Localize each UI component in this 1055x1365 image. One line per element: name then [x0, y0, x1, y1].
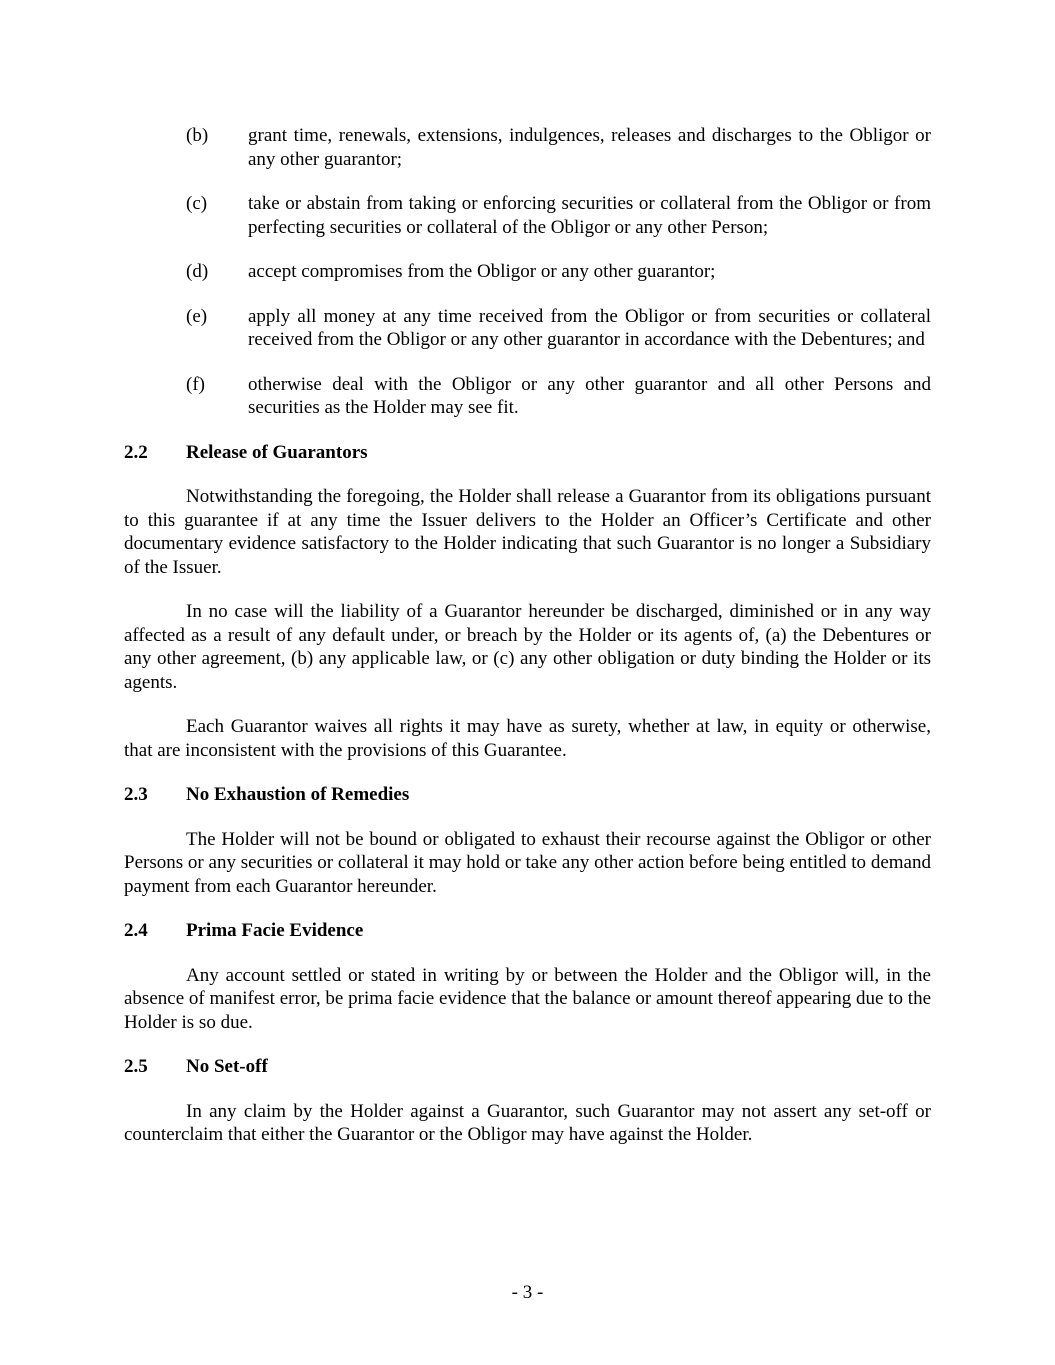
- list-marker: (c): [186, 193, 208, 214]
- list-marker: (f): [186, 373, 205, 395]
- paragraph: The Holder will not be bound or obligated to exhaust their recourse against the Obligor or other Persons or any securities or collateral it may hold or take any other action before being entitled to demand payment from each Guarantor hereunder.: [124, 828, 931, 897]
- section-heading-2-4: [124, 919, 931, 943]
- section-heading-2-2: [124, 441, 931, 465]
- section-number: 2.3: [124, 784, 148, 805]
- paragraph: Each Guarantor waives all rights it may have as surety, whether at law, in equity or otherwise, that are inconsistent with the provisions of this Guarantee.: [124, 716, 931, 761]
- paragraph: In any claim by the Holder against a Guarantor, such Guarantor may not assert any set-off or counterclaim that either the Guarantor or the Obligor may have against the Holder.: [124, 1100, 931, 1145]
- document-page: [124, 124, 931, 1168]
- list-item-d: [124, 260, 931, 284]
- list-item-text: accept compromises from the Obligor or any other guarantor;: [248, 261, 716, 282]
- list-item-text: grant time, renewals, extensions, indulgences, releases and discharges to the Obligor or any other guarantor;: [248, 125, 931, 170]
- list-item-text: apply all money at any time received from the Obligor or from securities or collateral received from the Obligor or any other guarantor in accordance with the Debentures; and: [248, 305, 931, 350]
- section-title: No Set-off: [186, 1056, 268, 1077]
- list-item-e: [124, 305, 931, 352]
- list-marker: (d): [186, 261, 209, 282]
- section-number: 2.2: [124, 441, 148, 463]
- list-item-c: [124, 192, 931, 239]
- list-item-text: take or abstain from taking or enforcing securities or collateral from the Obligor or from perfecting securities or collateral of the Obligor or any other Person;: [248, 193, 931, 238]
- section-title: Release of Guarantors: [186, 441, 368, 463]
- section-title: Prima Facie Evidence: [186, 920, 364, 941]
- section-title: No Exhaustion of Remedies: [186, 784, 410, 805]
- paragraph: Notwithstanding the foregoing, the Holder shall release a Guarantor from its obligations pursuant to this guarantee if at any time the Issuer delivers to the Holder an Officer’s Certificate and other documentary evidence satisfactory to the Holder indicating that such Guarantor is no longer a Subsidiary of the Issuer.: [124, 486, 931, 578]
- paragraph: In no case will the liability of a Guarantor hereunder be discharged, diminished or in any way affected as a result of any default under, or breach by the Holder or its agents of, (a) the Debentures or any other agreement, (b) any applicable law, or (c) any other obligation or duty binding the Holder or its agents.: [124, 601, 931, 693]
- section-heading-2-3: [124, 783, 931, 807]
- page-number: - 3 -: [511, 1282, 544, 1303]
- section-number: 2.5: [124, 1056, 148, 1077]
- list-item-b: [124, 124, 931, 171]
- section-number: 2.4: [124, 920, 148, 941]
- paragraph: Any account settled or stated in writing by or between the Holder and the Obligor will, in the absence of manifest error, be prima facie evidence that the balance or amount thereof appearing due to the Holder is so due.: [124, 964, 931, 1033]
- list-marker: (e): [186, 305, 208, 327]
- list-marker: (b): [186, 125, 209, 146]
- list-item-text: otherwise deal with the Obligor or any other guarantor and all other Persons and securities as the Holder may see fit.: [248, 373, 931, 418]
- list-item-f: [124, 373, 931, 420]
- section-heading-2-5: [124, 1055, 931, 1079]
